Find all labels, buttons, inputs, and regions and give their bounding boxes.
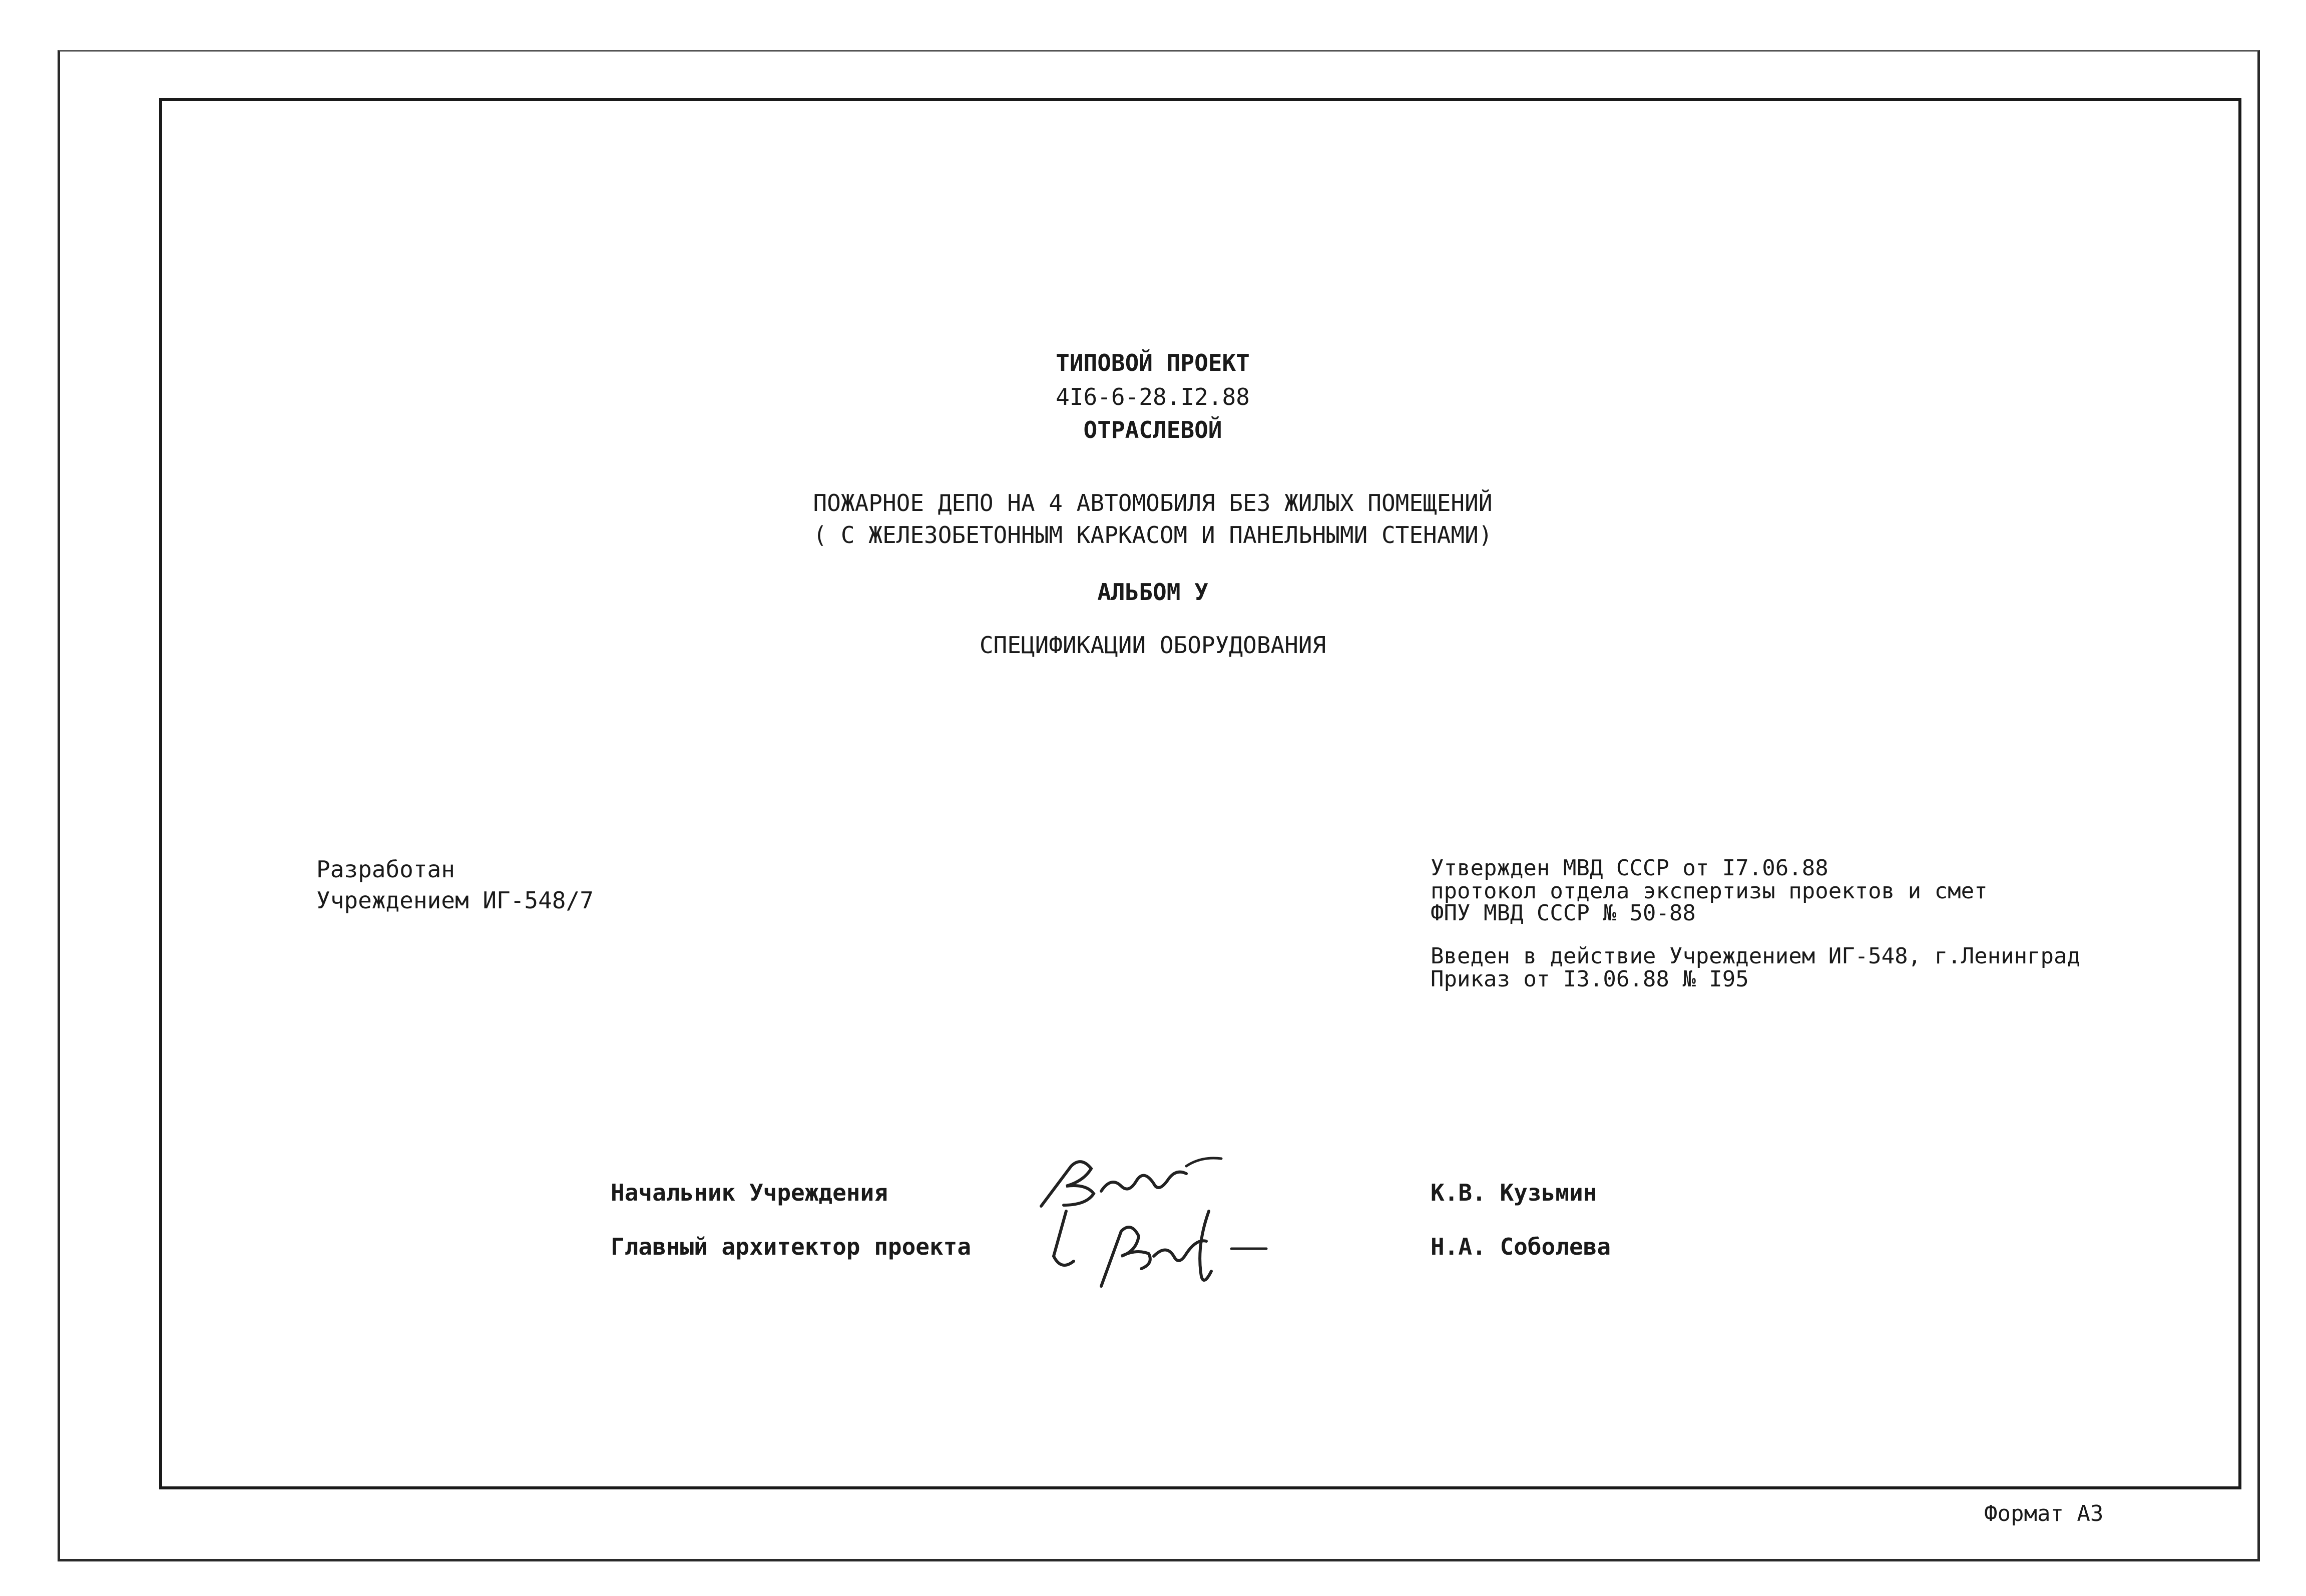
- album-label: АЛЬБОМ У: [1097, 579, 1208, 606]
- project-type: ТИПОВОЙ ПРОЕКТ: [1056, 349, 1250, 376]
- album-subject: СПЕЦИФИКАЦИИ ОБОРУДОВАНИЯ: [979, 632, 1326, 659]
- approval-line1: Утвержден МВД СССР от I7.06.88: [1431, 855, 1828, 881]
- developer-org: Учреждением ИГ-548/7: [316, 887, 594, 914]
- signature-role-head: Начальник Учреждения: [611, 1179, 888, 1206]
- approval-line3: ФПУ МВД СССР № 50-88: [1431, 900, 1696, 926]
- project-name-line2: ( С ЖЕЛЕЗОБЕТОННЫМ КАРКАСОМ И ПАНЕЛЬНЫМИ СТЕНАМИ): [813, 521, 1493, 549]
- approval-line2: протокол отдела экспертизы проектов и смет: [1431, 878, 1988, 904]
- signature-role-architect: Главный архитектор проекта: [611, 1233, 972, 1260]
- format-label: Формат А3: [1984, 1501, 2104, 1526]
- signature-name-head: К.В. Кузьмин: [1431, 1179, 1597, 1206]
- project-name-line1: ПОЖАРНОЕ ДЕПО НА 4 АВТОМОБИЛЯ БЕЗ ЖИЛЫХ ПОМЕЩЕНИЙ: [813, 489, 1493, 516]
- developer-label: Разработан: [316, 856, 455, 883]
- approval-line5: Приказ от I3.06.88 № I95: [1431, 966, 1749, 992]
- project-category: ОТРАСЛЕВОЙ: [1083, 416, 1222, 443]
- project-number: 4I6-6-28.I2.88: [1056, 383, 1250, 410]
- signature-name-architect: Н.А. Соболева: [1431, 1233, 1611, 1260]
- approval-line4: Введен в действие Учреждением ИГ-548, г.Ленинград: [1431, 943, 2081, 969]
- handwritten-signature-architect: [1046, 1201, 1276, 1291]
